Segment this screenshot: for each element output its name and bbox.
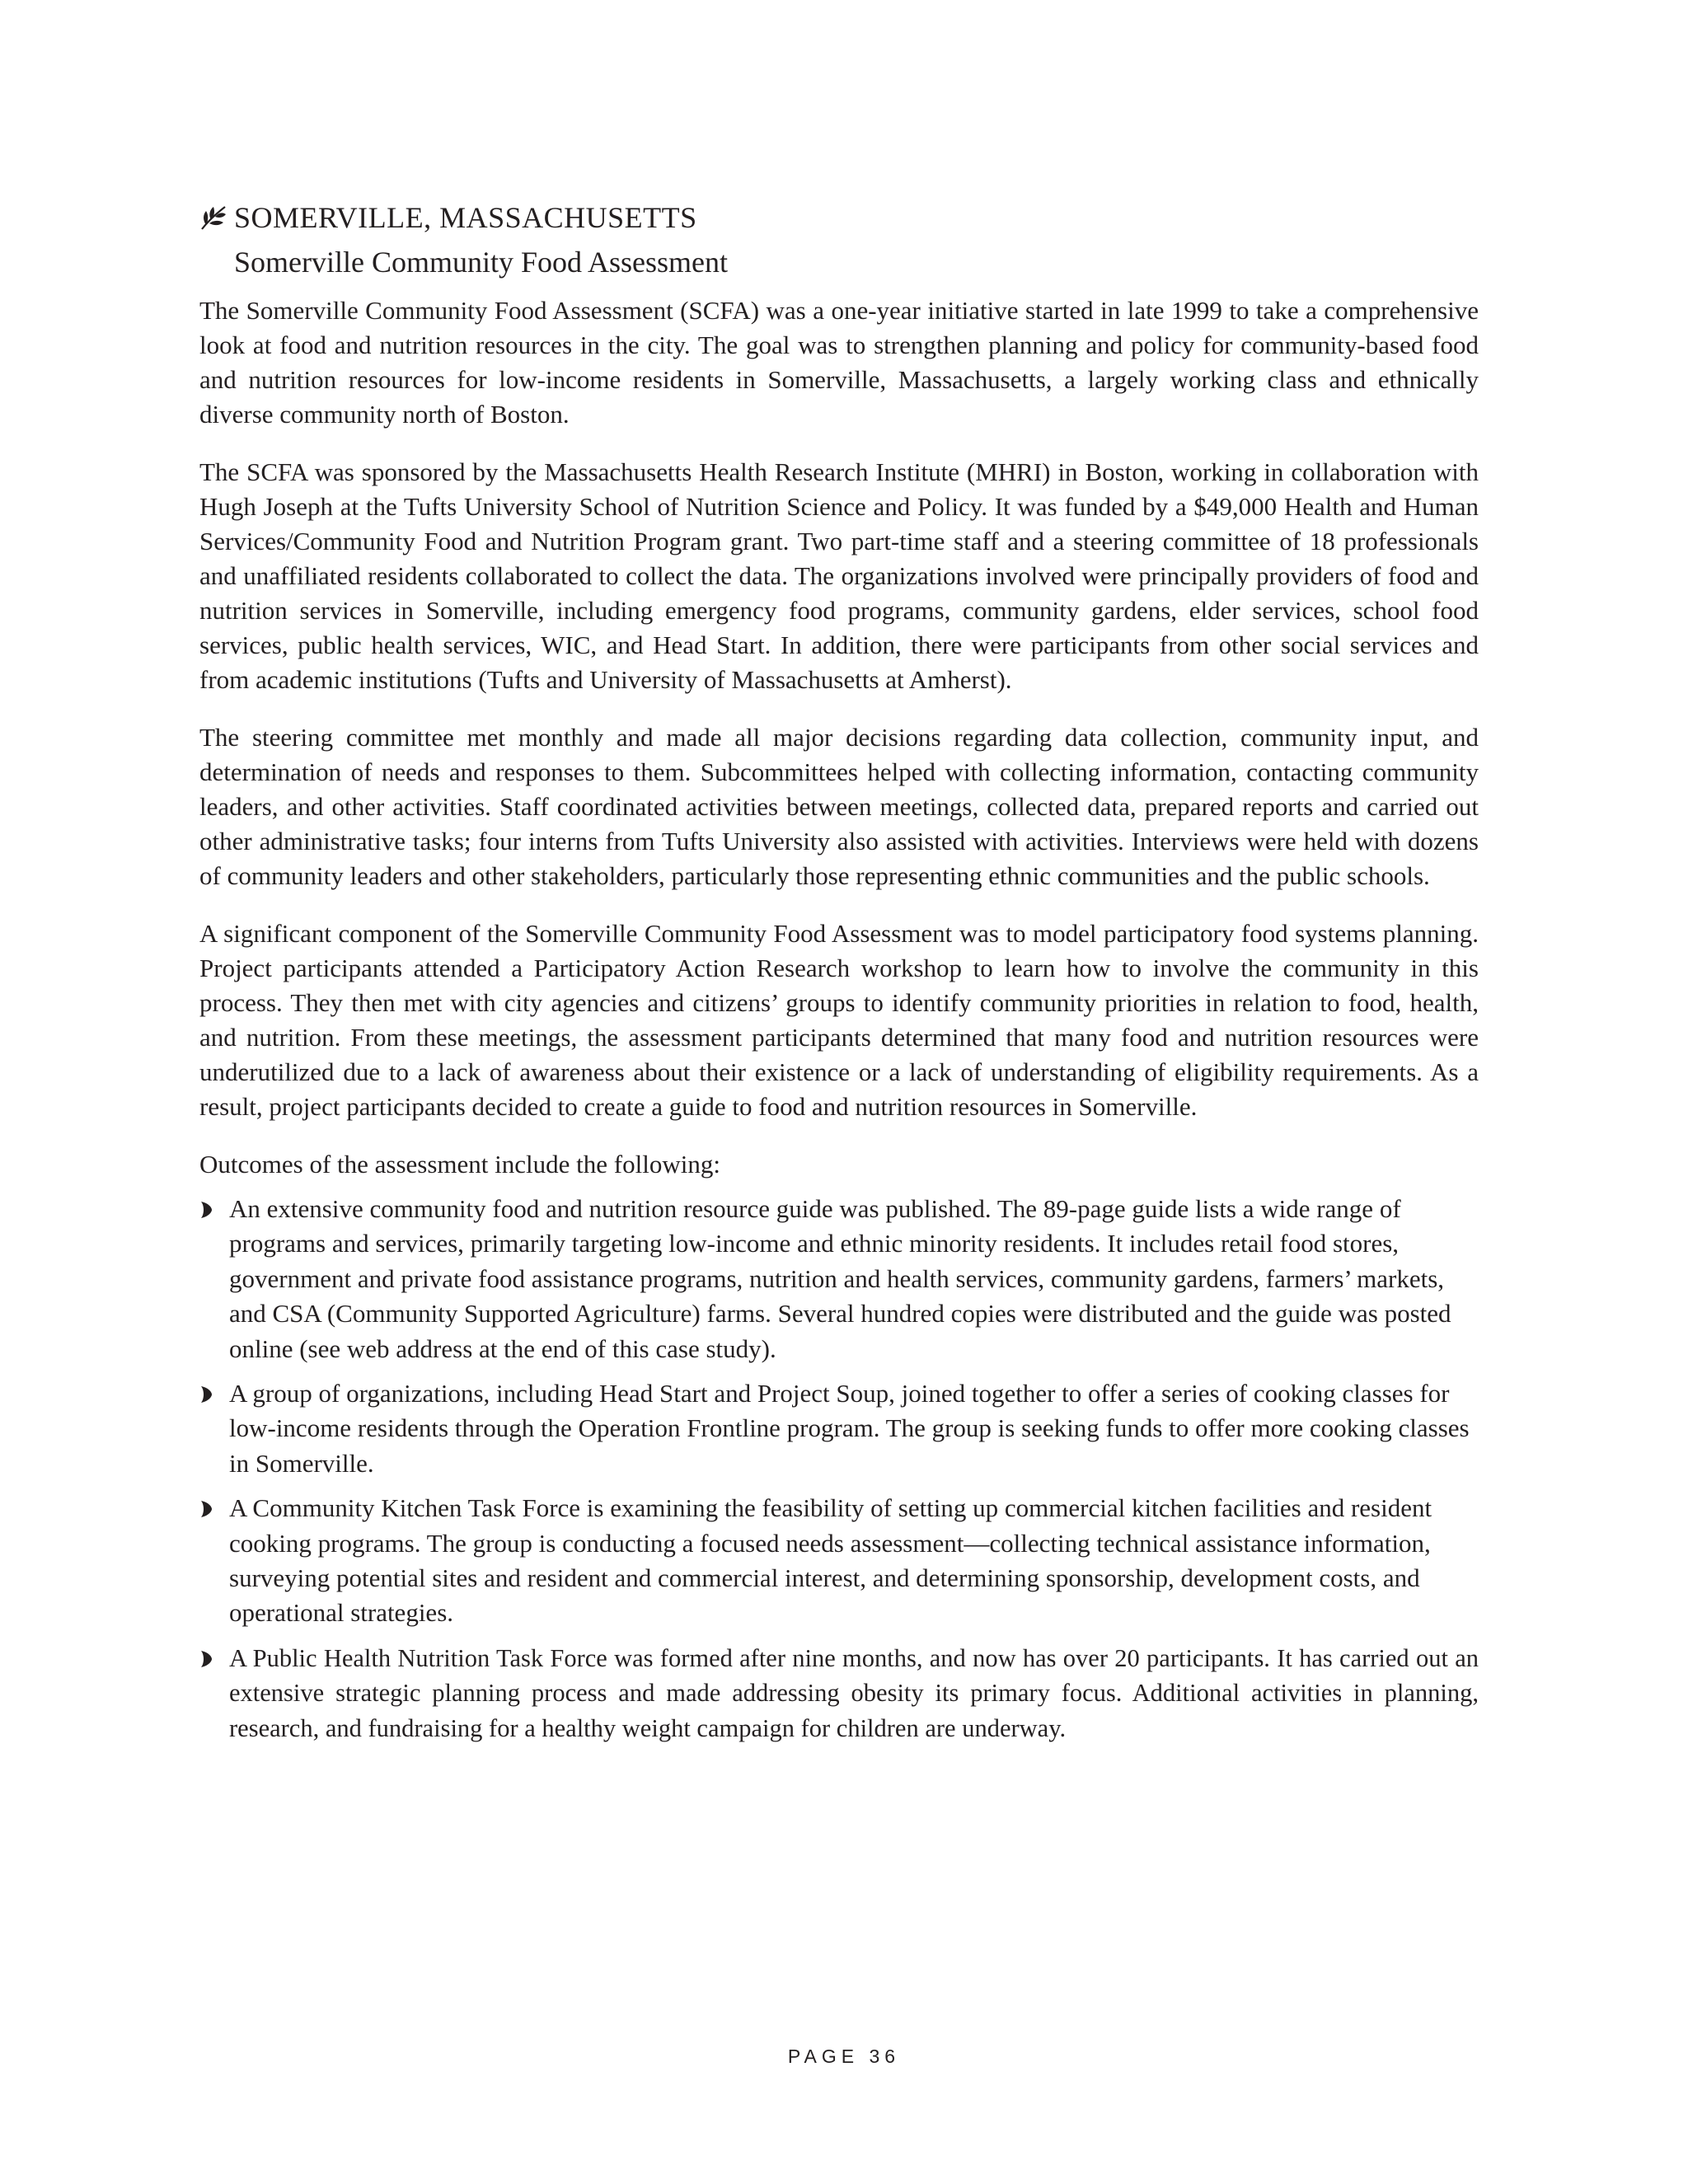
outcomes-intro: Outcomes of the assessment include the following: <box>199 1150 720 1179</box>
list-item-text: A Community Kitchen Task Force is examining the feasibility of setting up commercial kitchen facilities and resident cooking programs. The group is conducting a focused needs assessment—collecting technical assistance information, surveying potential sites and resident and commercial interest, and determining sponsorship, development costs, and operational strategies. <box>229 1493 1432 1628</box>
page-number: PAGE 36 <box>787 2046 901 2067</box>
paragraph-steering-committee: The steering committee met monthly and made all major decisions regarding data collection, community input, and determination of needs and responses to them. Subcommittees helped with collecting information, contacting community leaders, and other activities. Staff coordinated activities between meetings, collected data, prepared reports and carried out other administrative tasks; four interns from Tufts University also assisted with activities. Interviews were held with dozens of community leaders and other stakeholders, particularly those representing ethnic communities and the public schools. <box>199 723 1479 890</box>
outcomes-list <box>199 1192 1479 1746</box>
location-heading: SOMERVILLE, MASSACHUSETTS <box>234 201 697 234</box>
bullet-icon <box>199 1385 213 1404</box>
assessment-title: Somerville Community Food Assessment <box>234 246 729 279</box>
page-content <box>199 194 1479 1755</box>
bullet-icon <box>199 1499 213 1519</box>
paragraph-sponsorship: The SCFA was sponsored by the Massachusetts Health Research Institute (MHRI) in Boston, working in collaboration with Hugh Joseph at the Tufts University School of Nutrition Science and Policy. It was funded by a $49,000 Health and Human Services/Community Food and Nutrition Program grant. Two part-time staff and a steering committee of 18 professionals and unaffiliated residents collaborated to collect the data. The organizations involved were principally providers of food and nutrition services in Somerville, including emergency food programs, community gardens, elder services, school food services, public health services, WIC, and Head Start. In addition, there were participants from other social services and from academic institutions (Tufts and University of Massachusetts at Amherst). <box>199 457 1479 694</box>
list-item-text: A group of organizations, including Head Start and Project Soup, joined together to offer a series of cooking classes for low-income residents through the Operation Frontline program. The group is seeking funds to offer more cooking classes in Somerville. <box>229 1379 1470 1478</box>
list-item <box>199 1491 1479 1631</box>
paragraph-intro: The Somerville Community Food Assessment (SCFA) was a one-year initiative started in late 1999 to take a comprehensive look at food and nutrition resources in the city. The goal was to strengthen planning and policy for community-based food and nutrition resources for low-income residents in Somerville, Massachusetts, a largely working class and ethnically diverse community north of Boston. <box>199 296 1479 429</box>
bullet-icon <box>199 1200 213 1220</box>
list-item <box>199 1376 1479 1481</box>
list-item-text: A Public Health Nutrition Task Force was formed after nine months, and now has over 20 participants. It has carried out an extensive strategic planning process and made addressing obesity its primary focus. Additional activities in planning, research, and fundraising for a healthy weight campaign for children are underway. <box>229 1643 1479 1742</box>
bullet-icon <box>199 1649 213 1669</box>
leaf-icon <box>199 204 227 232</box>
paragraph-participatory-planning: A significant component of the Somerville Community Food Assessment was to model participatory food systems planning. Project participants attended a Participatory Action Research workshop to learn how to involve the community in this process. They then met with city agencies and citizens’ groups to identify community priorities in relation to food, health, and nutrition. From these meetings, the assessment participants determined that many food and nutrition resources were underutilized due to a lack of awareness about their existence or a lack of understanding of eligibility requirements. As a result, project participants decided to create a guide to food and nutrition resources in Somerville. <box>199 919 1479 1121</box>
list-item <box>199 1192 1479 1366</box>
list-item <box>199 1641 1479 1746</box>
section-heading <box>199 194 1479 241</box>
list-item-text: An extensive community food and nutrition resource guide was published. The 89-page guide lists a wide range of programs and services, primarily targeting low-income and ethnic minority residents. It includes retail food stores, government and private food assistance programs, nutrition and health services, community gardens, farmers’ markets, and CSA (Community Supported Agriculture) farms. Several hundred copies were distributed and the guide was posted online (see web address at the end of this case study). <box>229 1194 1451 1363</box>
